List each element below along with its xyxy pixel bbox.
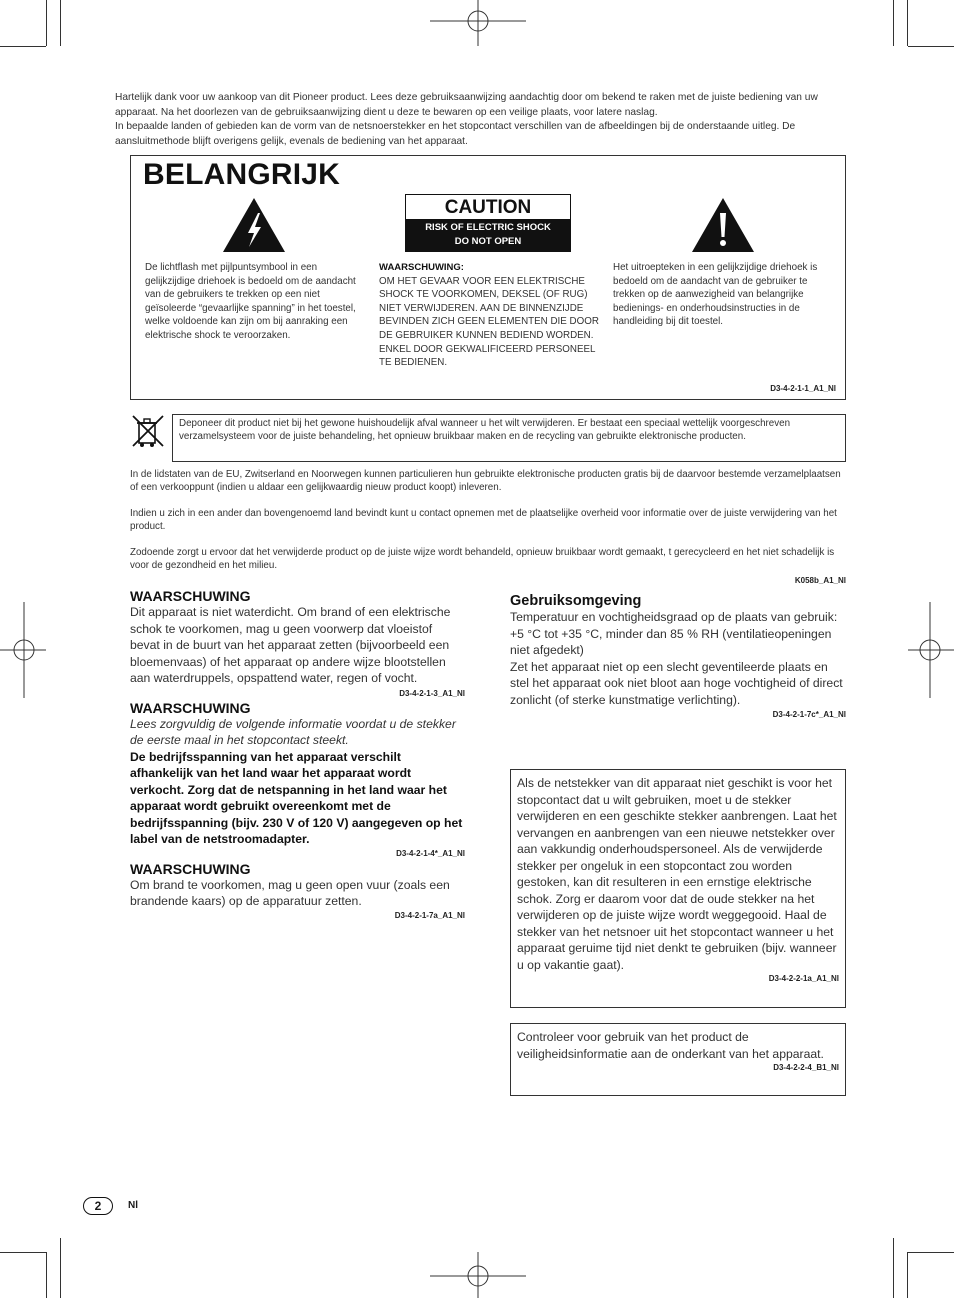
registration-mark-bottom-icon xyxy=(430,1252,526,1298)
weee-notice-box: Deponeer dit product niet bij het gewone huishoudelijk afval wanneer u het wilt verwijderen. Er bestaat een speciaal wettelijk voorgeschreven verzamelsysteem voor de juiste behandeling, het opnieuw bruikbaar maken en de recycling van gebruikte elektronische producten. xyxy=(172,414,846,462)
weee-paragraph-2: Indien u zich in een ander dan bovengenoemd land bevindt kunt u contact opnemen met de plaatselijke overheid voor informatie over de juiste verwijdering van het product. xyxy=(130,508,837,532)
warning-1-title: WAARSCHUWING xyxy=(130,588,251,604)
caution-explanation xyxy=(379,261,601,370)
belangrijk-title: BELANGRIJK xyxy=(143,158,341,191)
weee-code: K058b_A1_Nl xyxy=(794,576,846,585)
warning-3-text: Om brand te voorkomen, mag u geen open vuur (zoals een brandende kaars) op de apparatuur zetten. xyxy=(130,877,450,908)
caution-label xyxy=(405,194,571,252)
exclamation-explanation: Het uitroepteken in een gelijkzijdige driehoek is bedoeld om de aandacht van de gebruiker te trekken op de aanwezigheid van belangrijke bedienings- en onderhoudsinstructies in de handleiding bij dit toestel. xyxy=(613,262,818,328)
caution-sub-line-2: DO NOT OPEN xyxy=(454,236,522,247)
registration-mark-top-icon xyxy=(430,0,526,46)
usage-environment-title: Gebruiksomgeving xyxy=(510,593,642,609)
warning-2-title: WAARSCHUWING xyxy=(130,699,251,716)
warning-3-code: D3-4-2-1-7a_A1_Nl xyxy=(394,910,465,920)
belangrijk-code: D3-4-2-1-1_A1_Nl xyxy=(770,384,836,393)
warning-1-text: Dit apparaat is niet waterdicht. Om brand of een elektrische schok te voorkomen, mag u geen voorwerp dat vloeistof bevat in de buurt van het apparaat zetten (bijvoorbeeld een bloemenvaas) of het apparaat op andere wijze blootstellen aan waterdruppels, opspattend water, regen of vocht. xyxy=(130,605,451,685)
registration-mark-right-icon xyxy=(908,602,954,698)
intro-line-2: In bepaalde landen of gebieden kan de vorm van de netsnoerstekker en het stopcontact verschillen van de afbeeldingen bij de onderstaande uitleg. De aansluitmethode blijft overigens gelijk, evenals de bediening van het apparaat. xyxy=(115,121,796,147)
caution-warning-text: OM HET GEVAAR VOOR EEN ELEKTRISCHE SHOCK TE VOORKOMEN, DEKSEL (OF RUG) NIET VERWIJDEREN. AAN DE BINNENZIJDE BEVINDEN ZICH GEEN ELEMENTEN DIE DOOR DE GEBRUIKER KUNNEN BEDIEND WORDEN. ENKEL DOOR GEKWALIFICEERD PERSONEEL TE BEDIENEN. xyxy=(379,275,599,369)
lightning-explanation: De lichtflash met pijlpuntsymbool in een gelijkzijdige driehoek is bedoeld om de aandacht van de gebruikers te trekken op een niet geïsoleerde “gevaarlijke spanning” in het toestel, welke voldoende kan zijn om bij aanraking een elektrische shock te veroorzaken. xyxy=(145,262,356,341)
safety-info-code: D3-4-2-2-4_B1_Nl xyxy=(773,1063,839,1072)
caution-heading: CAUTION xyxy=(444,197,532,218)
caution-sub-line-1: RISK OF ELECTRIC SHOCK xyxy=(425,222,551,233)
usage-environment-section xyxy=(510,593,846,719)
intro-line-1: Hartelijk dank voor uw aankoop van dit Pioneer product. Lees deze gebruiksaanwijzing aandachtig door om bekend te raken met de juiste bediening van uw apparaat. Na het doorlezen van de gebruiksaanwijzing dient u deze te bewaren op een veilige plaats, voor latere naslag. xyxy=(115,92,818,118)
warning-2-bold: De bedrijfsspanning van het apparaat verschilt afhankelijk van het land waar het apparaat wordt verkocht. Zorg dat de netspanning in het land waar het apparaat wordt gebruikt overeenkomt met de bedrijfsspanning (bijv. 230 V of 120 V) aangegeven op het label van de netstroomadapter. xyxy=(130,749,463,846)
warning-3-title: WAARSCHUWING xyxy=(130,860,251,877)
exclamation-warning-icon xyxy=(691,197,755,253)
safety-info-box xyxy=(510,1023,846,1096)
page-number: 2 xyxy=(83,1197,113,1215)
warning-1-code: D3-4-2-1-3_A1_Nl xyxy=(399,688,465,698)
plug-notice-code: D3-4-2-2-1a_A1_Nl xyxy=(768,974,839,983)
left-column xyxy=(130,588,465,920)
caution-warning-label: WAARSCHUWING: xyxy=(379,262,464,273)
usage-environment-code: D3-4-2-1-7c*_A1_Nl xyxy=(772,710,846,719)
safety-info-text: Controleer voor gebruik van het product de veiligheidsinformatie aan de onderkant van het apparaat. xyxy=(517,1030,824,1061)
weee-paragraph-1: In de lidstaten van de EU, Zwitserland en Noorwegen kunnen particulieren hun gebruikte elektronische producten gratis bij de daarvoor bestemde verzamelplaatsen of een verkooppunt (indien u aldaar een gelijkwaardig nieuw product koopt) inleveren. xyxy=(130,469,841,493)
intro-text xyxy=(115,91,860,149)
usage-environment-text-2: +5 °C tot +35 °C, minder dan 85 % RH (ventilatieopeningen niet afgedekt) xyxy=(510,626,832,657)
weee-paragraph-3: Zodoende zorgt u ervoor dat het verwijderde product op de juiste wijze wordt behandeld, opnieuw bruikbaar wordt gemaakt, t gerecycleerd en het niet schadelijk is voor de gezondheid en het milieu. xyxy=(130,547,835,571)
warning-2-code: D3-4-2-1-4*_A1_Nl xyxy=(396,848,465,858)
lightning-warning-icon xyxy=(222,197,286,253)
usage-environment-text-3: Zet het apparaat niet op een slecht geventileerde plaats en stel het apparaat ook niet bloot aan hoge vochtigheid of direct zonlicht (of sterke kunstmatige verlichting). xyxy=(510,659,843,707)
crossed-bin-icon xyxy=(130,413,166,449)
plug-notice-text: Als de netstekker van dit apparaat niet geschikt is voor het stopcontact dat u wilt gebruiken, moet u de stekker verwijderen en een geschikte stekker aanbrengen. Laat het vervangen en aanbrengen van een nieuwe netstekker over aan vakkundig onderhoudspersoneel. Als de verwijderde stekker per ongeluk in een stopcontact zou worden gestoken, kan dit resulteren in een ernstige elektrische schok. Zorg er daarom voor dat de oude stekker na het verwijderen op de juiste wijze wordt weggegooid. Haal de stekker van het netsnoer uit het stopcontact wanneer u het apparaat geruime tijd niet denkt te gebruiken (bijv. wanneer u op vakantie gaat). xyxy=(517,776,837,972)
caution-subtext xyxy=(406,219,570,251)
language-code: Nl xyxy=(128,1200,138,1211)
plug-notice-box xyxy=(510,769,846,1008)
usage-environment-text-1: Temperatuur en vochtigheidsgraad op de plaats van gebruik: xyxy=(510,610,838,624)
warning-2-italic: Lees zorgvuldig de volgende informatie voordat u de stekker de eerste maal in het stopcontact steekt. xyxy=(130,716,456,747)
registration-mark-left-icon xyxy=(0,602,46,698)
